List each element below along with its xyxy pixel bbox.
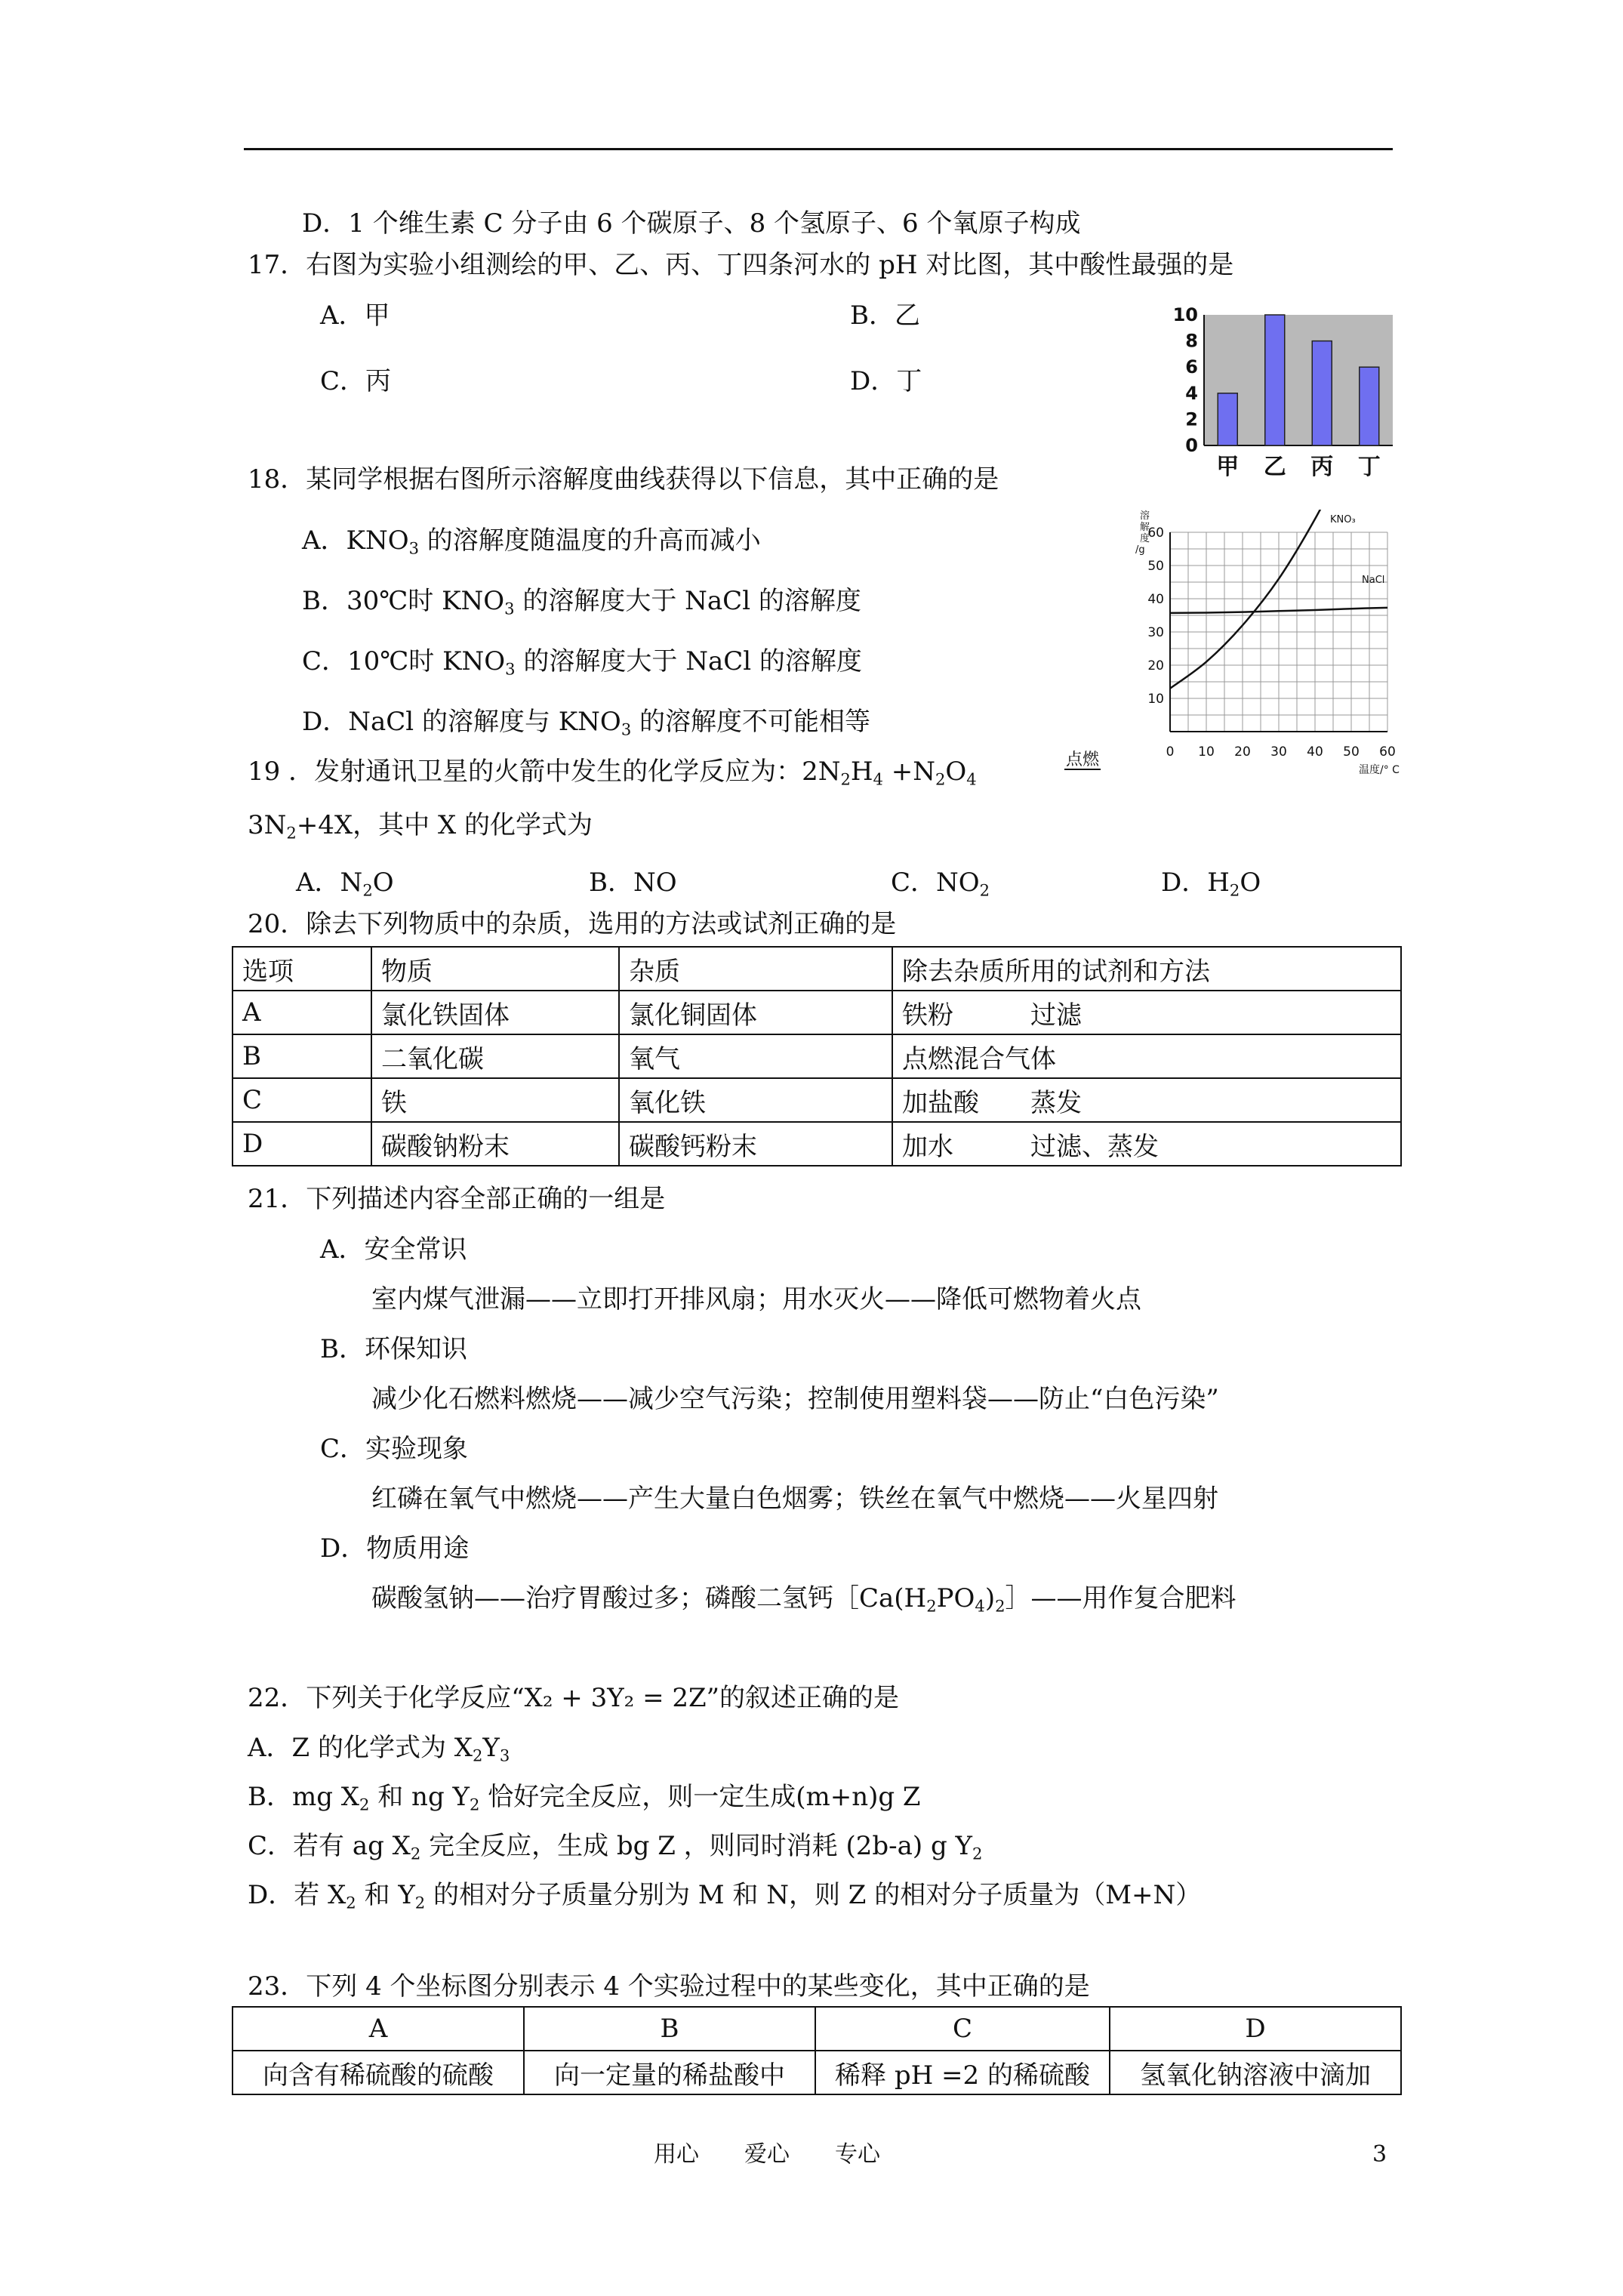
y-tick-label: 40	[1147, 592, 1164, 607]
bar	[1218, 393, 1237, 445]
q17-option-c: C．丙	[320, 366, 392, 396]
table-row	[233, 2051, 1401, 2094]
table-row	[233, 1034, 1401, 1078]
y-tick-label: 8	[1185, 330, 1198, 352]
table-row	[233, 1122, 1401, 1166]
table-header-cell: 除去杂质所用的试剂和方法	[892, 947, 1401, 991]
q18-option-d: D．NaCl 的溶解度与 $KNO_3$ 的溶解度不可能相等	[302, 707, 871, 739]
y-tick-label: 2	[1185, 408, 1198, 430]
q22-option-d: D．若 $X_2$ 和 $Y_2$ 的相对分子质量分别为 M 和 N，则 Z 的相对分子质量为（M+N）	[248, 1880, 1202, 1912]
q20-table	[232, 946, 1402, 1166]
q23-table	[232, 2006, 1402, 2095]
table-cell: D	[233, 1122, 371, 1166]
q21-stem: 21．下列描述内容全部正确的一组是	[248, 1184, 666, 1214]
q22-option-a: A．Z 的化学式为 $X_2Y_3$	[248, 1733, 510, 1765]
y-tick-label: 4	[1185, 382, 1198, 404]
y-tick-label: 50	[1147, 559, 1164, 574]
x-tick-label: 0	[1166, 744, 1175, 760]
table-header-cell: B	[524, 2007, 815, 2051]
table-header-cell: D	[1110, 2007, 1401, 2051]
table-row	[233, 991, 1401, 1034]
footer-motto: 用心 爱心 专心	[654, 2141, 880, 2168]
q18-option-b: B．30℃时 $KNO_3$ 的溶解度大于 NaCl 的溶解度	[302, 586, 861, 618]
y-tick-label: 20	[1147, 658, 1164, 673]
table-cell: 碳酸钠粉末	[371, 1122, 619, 1166]
y-tick-label: 6	[1185, 356, 1198, 378]
table-cell: A	[233, 991, 371, 1034]
bar	[1312, 341, 1332, 445]
q17-option-d: D．丁	[850, 366, 922, 396]
table-cell: 点燃混合气体	[892, 1034, 1401, 1078]
y-tick-label: 30	[1147, 625, 1164, 640]
q18-stem: 18．某同学根据右图所示溶解度曲线获得以下信息，其中正确的是	[248, 464, 999, 495]
q22-option-c: C．若有 ag $X_2$ 完全反应，生成 bg Z ，则同时消耗 (2b-a) g $Y_2$	[248, 1831, 983, 1863]
q21-c-text: 红磷在氧气中燃烧——产生大量白色烟雾；铁丝在氧气中燃烧——火星四射	[371, 1484, 1218, 1514]
q21-a-title: A．安全常识	[320, 1234, 467, 1265]
table-cell: 加水 过滤、蒸发	[892, 1122, 1401, 1166]
q21-c-title: C．实验现象	[320, 1434, 469, 1464]
q21-d-text: 碳酸氢钠——治疗胃酸过多；磷酸二氢钙$[Ca(H_2PO_4)_2]——$用作复合肥料	[371, 1583, 1236, 1616]
x-tick-label: 丁	[1357, 454, 1381, 480]
y-axis-label-part: /g	[1135, 544, 1145, 556]
page-number: 3	[1372, 2141, 1387, 2168]
q19-line2: $3N_2+4X$，其中 X 的化学式为	[248, 810, 593, 843]
table-cell: 加盐酸 蒸发	[892, 1078, 1401, 1122]
x-tick-label: 10	[1198, 744, 1215, 760]
q21-b-title: B．环保知识	[320, 1334, 467, 1364]
table-cell: 氯化铜固体	[619, 991, 892, 1034]
header-rule	[244, 148, 1393, 150]
table-cell: 稀释 pH =2 的稀硫酸	[815, 2051, 1110, 2094]
table-cell: 铁	[371, 1078, 619, 1122]
table-cell: 二氧化碳	[371, 1034, 619, 1078]
q19-line1: 19 ．发射通讯卫星的火箭中发生的化学反应为：$2N_2H_4 +N_2O_4$	[248, 757, 977, 789]
table-header-cell: 物质	[371, 947, 619, 991]
y-tick-label: 10	[1172, 306, 1198, 325]
bar	[1360, 367, 1379, 445]
table-cell: 氯化铁固体	[371, 991, 619, 1034]
q19-option-c: C．$NO_2$	[891, 868, 990, 900]
q17-stem: 17．右图为实验小组测绘的甲、乙、丙、丁四条河水的 pH 对比图，其中酸性最强的是	[248, 250, 1234, 280]
bar	[1265, 315, 1285, 445]
x-tick-label: 30	[1270, 744, 1287, 760]
y-axis-label-part: 溶	[1140, 510, 1150, 522]
q18-option-a: A．$KNO_3$ 的溶解度随温度的升高而减小	[302, 525, 761, 558]
x-tick-label: 50	[1343, 744, 1360, 760]
q17-option-a: A．甲	[320, 300, 390, 331]
x-tick-label: 20	[1234, 744, 1251, 760]
y-axis-label-part: 度	[1140, 533, 1150, 544]
q18-option-c: C．10℃时 $KNO_3$ 的溶解度大于 NaCl 的溶解度	[302, 646, 862, 679]
table-cell: C	[233, 1078, 371, 1122]
q16-option-d: D．1 个维生素 C 分子由 6 个碳原子、8 个氢原子、6 个氧原子构成	[302, 208, 1081, 239]
table-header-row	[233, 947, 1401, 991]
table-cell: 氧化铁	[619, 1078, 892, 1122]
y-tick-label: 0	[1185, 435, 1198, 456]
q19-option-b: B．NO	[589, 868, 677, 898]
x-tick-label: 甲	[1216, 454, 1240, 480]
table-cell: 铁粉 过滤	[892, 991, 1401, 1034]
table-header-row	[233, 2007, 1401, 2051]
table-header-cell: 选项	[233, 947, 371, 991]
q22-option-b: B．mg $X_2$ 和 ng $Y_2$ 恰好完全反应，则一定生成(m+n)g Z	[248, 1782, 921, 1814]
series-nacl-label: NaCl	[1362, 575, 1385, 586]
solubility-curve-chart	[1132, 498, 1434, 785]
table-row	[233, 1078, 1401, 1122]
x-tick-label: 60	[1379, 744, 1396, 760]
x-tick-label: 丙	[1310, 454, 1334, 480]
q21-d-title: D．物质用途	[320, 1533, 470, 1564]
x-axis-label: 温度/° C	[1359, 764, 1400, 776]
table-header-cell: C	[815, 2007, 1110, 2051]
x-tick-label: 乙	[1263, 454, 1286, 480]
y-tick-label: 10	[1147, 692, 1164, 707]
x-tick-label: 40	[1307, 744, 1323, 760]
table-cell: B	[233, 1034, 371, 1078]
q19-option-d: D．$H_2O$	[1161, 868, 1261, 900]
q20-stem: 20．除去下列物质中的杂质，选用的方法或试剂正确的是	[248, 909, 897, 939]
table-cell: 向含有稀硫酸的硫酸	[233, 2051, 524, 2094]
ph-bar-chart	[1159, 306, 1408, 483]
q19-option-a: A．$N_2O$	[296, 868, 394, 900]
q17-option-b: B．乙	[850, 300, 920, 331]
q21-b-text: 减少化石燃料燃烧——减少空气污染；控制使用塑料袋——防止“白色污染”	[371, 1384, 1219, 1414]
table-header-cell: 杂质	[619, 947, 892, 991]
table-cell: 氧气	[619, 1034, 892, 1078]
table-cell: 向一定量的稀盐酸中	[524, 2051, 815, 2094]
q22-stem: 22．下列关于化学反应“X₂ + 3Y₂ = 2Z”的叙述正确的是	[248, 1683, 900, 1713]
q21-a-text: 室内煤气泄漏——立即打开排风扇；用水灭火——降低可燃物着火点	[371, 1284, 1141, 1314]
reaction-condition: 点燃	[1066, 750, 1100, 769]
table-cell: 氢氧化钠溶液中滴加	[1110, 2051, 1401, 2094]
series-kno3-label: KNO₃	[1330, 514, 1356, 525]
table-header-cell: A	[233, 2007, 524, 2051]
table-cell: 碳酸钙粉末	[619, 1122, 892, 1166]
q23-stem: 23．下列 4 个坐标图分别表示 4 个实验过程中的某些变化，其中正确的是	[248, 1971, 1090, 2002]
y-axis-label-part: 解	[1140, 522, 1150, 533]
y-tick-label: 60	[1147, 525, 1164, 541]
